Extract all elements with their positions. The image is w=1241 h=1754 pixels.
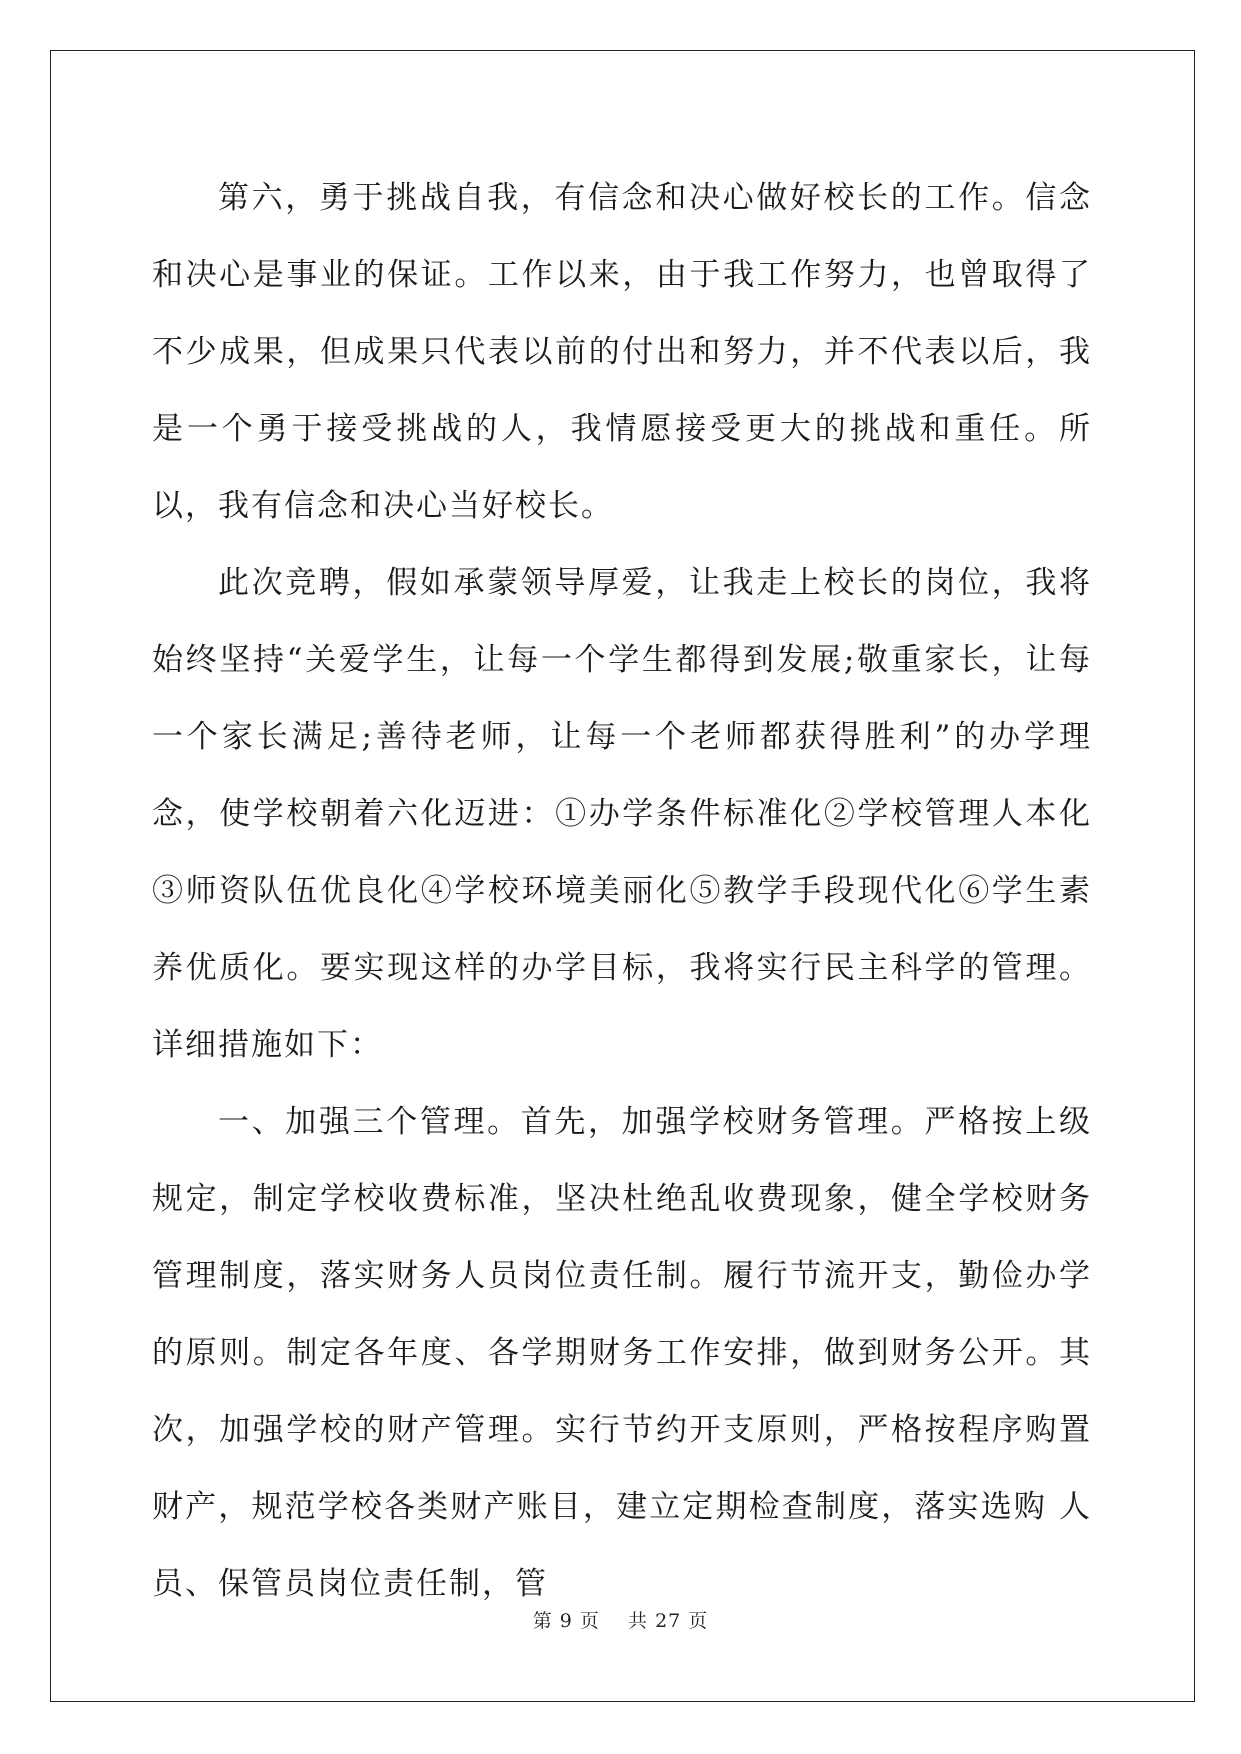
page-footer [0,1606,1241,1633]
page-number: 第 9 页 共 27 页 [532,1610,709,1632]
paragraph: 第六，勇于挑战自我，有信念和决心做好校长的工作。信念和决心是事业的保证。工作以来，由于我工作努力，也曾取得了不少成果，但成果只代表以前的付出和努力，并不代表以后，我是一个勇于接受挑战的人，我情愿接受更大的挑战和重任。所以，我有信念和决心当好校长。 [152,180,1092,524]
paragraph: 此次竞聘，假如承蒙领导厚爱，让我走上校长的岗位，我将始终坚持“关爱学生，让每一个学生都得到发展;敬重家长，让每一个家长满足;善待老师，让每一个老师都获得胜利”的办学理念，使学校朝着六化迈进：①办学条件标准化②学校管理人本化③师资队伍优良化④学校环境美丽化⑤教学手段现代化⑥学生素养优质化。要实现这样的办学目标，我将实行民主科学的管理。详细措施如下： [152,565,1092,1063]
paragraph: 一、加强三个管理。首先，加强学校财务管理。严格按上级规定，制定学校收费标准，坚决杜绝乱收费现象，健全学校财务管理制度，落实财务人员岗位责任制。履行节流开支，勤俭办学的原则。制定各年度、各学期财务工作安排，做到财务公开。其次，加强学校的财产管理。实行节约开支原则，严格按程序购置财产，规范学校各类财产账目，建立定期检查制度，落实选购 人员、保管员岗位责任制，管 [152,1104,1092,1602]
document-body [152,160,1092,1623]
